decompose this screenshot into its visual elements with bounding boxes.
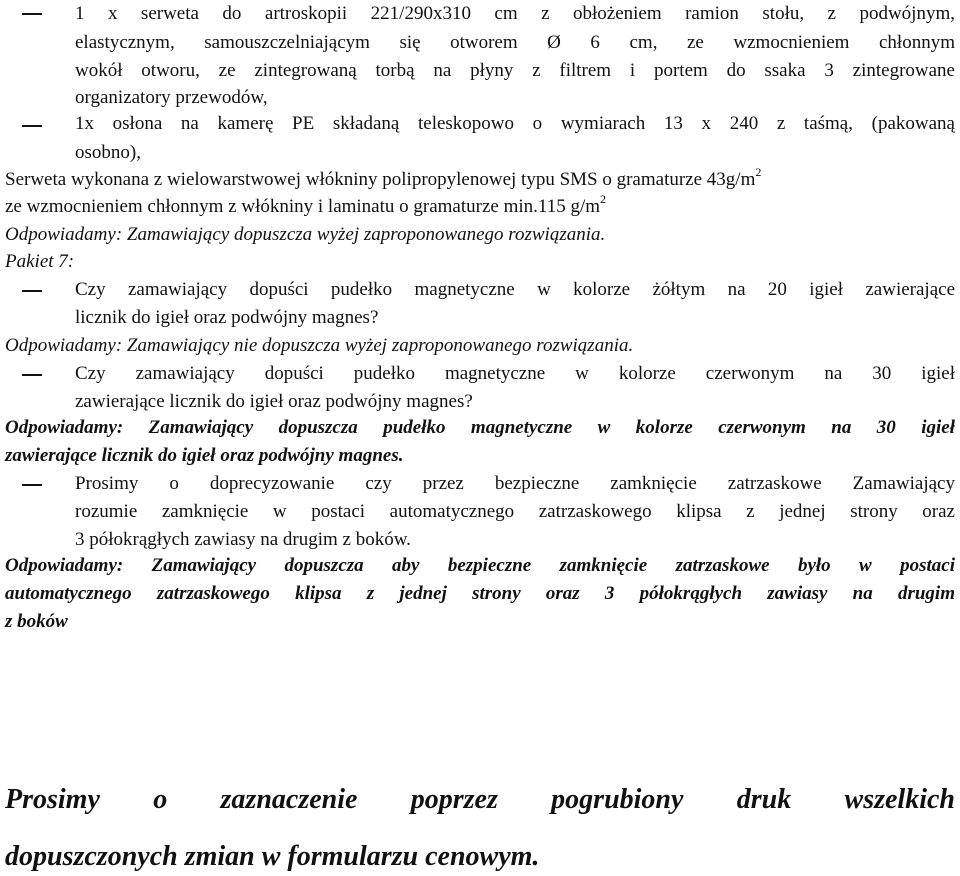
question-text: Czy zamawiający dopuści pudełko magnetyczne w kolorze czerwonym na 30 igieł [75, 363, 955, 384]
answer-text: Odpowiadamy: Zamawiający nie dopuszcza wyżej zaproponowanego rozwiązania. [5, 335, 634, 356]
answer-text: Odpowiadamy: Zamawiający dopuszcza wyżej zaproponowanego rozwiązania. [5, 224, 606, 245]
footer-notice: Prosimy o zaznaczenie poprzez pogrubiony druk wszelkich [5, 784, 955, 815]
paragraph-text: Serweta wykonana z wielowarstwowej włókniny polipropylenowej typu SMS o gramaturze $43g/m^2$ [5, 164, 762, 190]
list-dash [22, 125, 42, 127]
question-text: licznik do igieł oraz podwójny magnes? [75, 307, 379, 328]
list-item-text: organizatory przewodów, [75, 87, 268, 108]
list-dash [22, 290, 42, 292]
list-item-text: osobno), [75, 142, 141, 163]
question-text: 3 półokrągłych zawiasy na drugim z boków. [75, 529, 411, 550]
list-item-text: wokół otworu, ze zintegrowaną torbą na płyny z filtrem i portem do ssaka 3 zintegrowane [75, 60, 955, 81]
section-heading: Pakiet 7: [5, 251, 75, 272]
list-item-text: 1 x serweta do artroskopii 221/290x310 cm z obłożeniem ramion stołu, z podwójnym, [75, 3, 955, 24]
question-text: rozumie zamknięcie w postaci automatycznego zatrzaskowego klipsa z jednej strony oraz [75, 501, 955, 522]
question-text: Czy zamawiający dopuści pudełko magnetyczne w kolorze żółtym na 20 igieł zawierające [75, 279, 955, 300]
footer-notice: dopuszczonych zmian w formularzu cenowym. [5, 841, 540, 872]
paragraph-text: ze wzmocnieniem chłonnym z włókniny i laminatu o gramaturze min.115 $g/m^2$ [5, 191, 607, 217]
answer-text: zawierające licznik do igieł oraz podwójny magnes. [5, 445, 404, 466]
question-text: Prosimy o doprecyzowanie czy przez bezpieczne zamknięcie zatrzaskowe Zamawiający [75, 473, 955, 494]
question-text: zawierające licznik do igieł oraz podwójny magnes? [75, 391, 473, 412]
list-dash [22, 13, 42, 15]
answer-text: Odpowiadamy: Zamawiający dopuszcza pudełko magnetyczne w kolorze czerwonym na 30 igieł [5, 417, 955, 438]
list-dash [22, 484, 42, 486]
list-dash [22, 374, 42, 376]
list-item-text: elastycznym, samouszczelniającym się otworem Ø 6 cm, ze wzmocnieniem chłonnym [75, 32, 955, 53]
answer-text: z boków [5, 611, 68, 632]
list-item-text: 1x osłona na kamerę PE składaną teleskopowo o wymiarach 13 x 240 z taśmą, (pakowaną [75, 113, 955, 134]
answer-text: Odpowiadamy: Zamawiający dopuszcza aby bezpieczne zamknięcie zatrzaskowe było w postaci [5, 555, 955, 576]
answer-text: automatycznego zatrzaskowego klipsa z jednej strony oraz 3 półokrągłych zawiasy na drugim [5, 583, 955, 604]
